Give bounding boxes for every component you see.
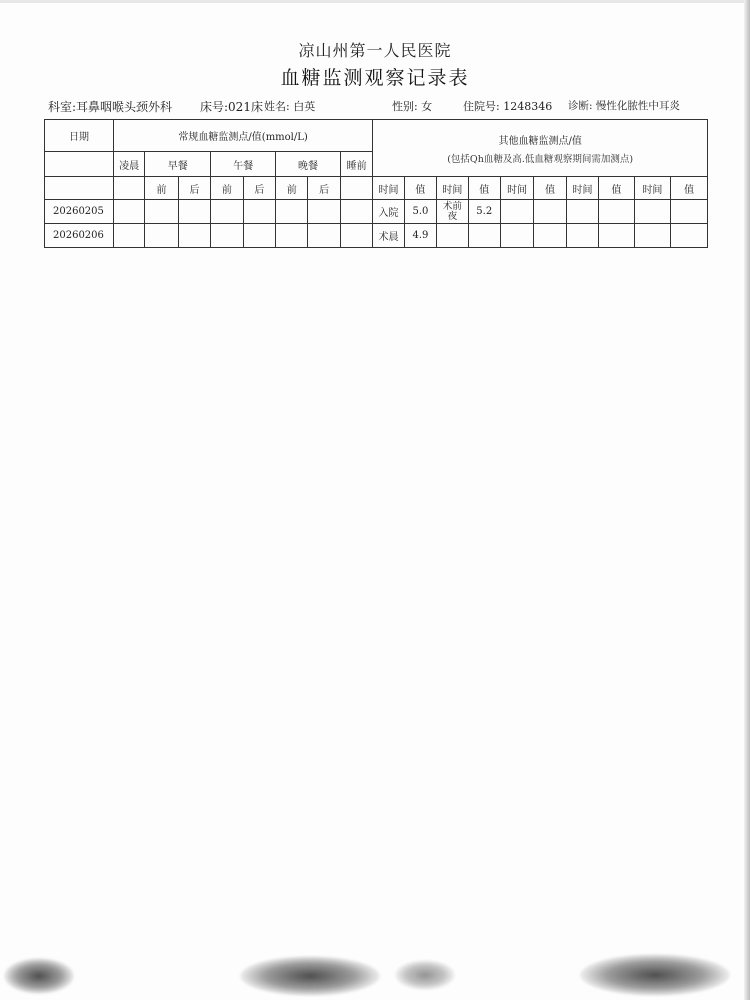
empty-cell xyxy=(599,224,634,248)
empty-cell xyxy=(178,224,210,248)
other-time-header: 时间 xyxy=(437,177,468,200)
empty-cell xyxy=(276,224,308,248)
table-row xyxy=(45,224,708,248)
breakfast-after: 后 xyxy=(178,177,210,200)
scan-smudge xyxy=(240,956,380,996)
sex-field: 性别: 女 xyxy=(392,100,433,113)
other-time-line1: 术前 xyxy=(442,200,462,212)
date-header: 日期 xyxy=(45,120,114,152)
empty-cell xyxy=(145,200,178,224)
empty-cell xyxy=(437,224,468,248)
hospital-name: 凉山州第一人民医院 xyxy=(298,41,452,60)
scan-smudge xyxy=(395,960,455,990)
other-time-header: 时间 xyxy=(500,177,533,200)
other-time-cell: 术晨 xyxy=(373,224,404,248)
slot-dawn: 凌晨 xyxy=(113,152,144,177)
empty-cell xyxy=(113,224,144,248)
other-value-cell: 4.9 xyxy=(404,224,436,248)
regular-glucose-header: 常规血糖监测点/值(mmol/L) xyxy=(113,120,372,152)
blank-cell xyxy=(340,177,372,200)
other-time-header: 时间 xyxy=(373,177,404,200)
empty-cell xyxy=(566,224,598,248)
empty-cell xyxy=(308,224,340,248)
slot-dinner: 晚餐 xyxy=(276,152,341,177)
empty-cell xyxy=(566,200,598,224)
diagnosis-field: 诊断: 慢性化脓性中耳炎 xyxy=(568,100,680,112)
other-time-cell: 入院 xyxy=(373,200,404,224)
blank-cell xyxy=(45,177,114,200)
empty-cell xyxy=(671,200,708,224)
empty-cell xyxy=(276,200,308,224)
empty-cell xyxy=(500,224,533,248)
slot-breakfast: 早餐 xyxy=(145,152,211,177)
other-time-header: 时间 xyxy=(566,177,598,200)
department-field: 科室:耳鼻咽喉头颈外科 xyxy=(48,100,173,114)
form-title: 血糖监测观察记录表 xyxy=(280,67,470,89)
empty-cell xyxy=(500,200,533,224)
dinner-after: 后 xyxy=(308,177,340,200)
row-date: 20260205 xyxy=(45,200,114,224)
other-time-header: 时间 xyxy=(634,177,670,200)
scan-smudge xyxy=(4,958,74,994)
empty-cell xyxy=(211,200,243,224)
empty-cell xyxy=(634,200,670,224)
other-value-header: 值 xyxy=(468,177,500,200)
other-glucose-title: 其他血糖监测点/值 xyxy=(498,135,582,147)
slot-bedtime: 睡前 xyxy=(340,152,372,177)
other-value-header: 值 xyxy=(404,177,436,200)
empty-cell xyxy=(145,224,178,248)
empty-cell xyxy=(671,224,708,248)
empty-cell xyxy=(634,224,670,248)
date-header-blank xyxy=(45,152,114,177)
breakfast-before: 前 xyxy=(145,177,178,200)
empty-cell xyxy=(468,224,500,248)
empty-cell xyxy=(340,224,372,248)
lunch-after: 后 xyxy=(243,177,275,200)
other-glucose-note: (包括Qh血糖及高.低血糖观察期间需加测点) xyxy=(447,153,634,165)
slot-lunch: 午餐 xyxy=(211,152,276,177)
patient-info-row xyxy=(48,98,708,116)
glucose-record-table xyxy=(44,119,708,248)
other-time-line2: 夜 xyxy=(447,210,458,222)
empty-cell xyxy=(534,200,566,224)
other-value-cell: 5.0 xyxy=(404,200,436,224)
other-value-header: 值 xyxy=(671,177,708,200)
other-value-cell: 5.2 xyxy=(468,200,500,224)
empty-cell xyxy=(113,200,144,224)
scan-smudge xyxy=(580,954,730,996)
empty-cell xyxy=(243,200,275,224)
table-row xyxy=(45,200,708,224)
dinner-before: 前 xyxy=(276,177,308,200)
lunch-before: 前 xyxy=(211,177,243,200)
other-value-header: 值 xyxy=(599,177,634,200)
empty-cell xyxy=(243,224,275,248)
patient-name-field: 姓名: 白英 xyxy=(264,100,316,113)
scan-edge-top xyxy=(0,0,750,3)
empty-cell xyxy=(534,224,566,248)
empty-cell xyxy=(599,200,634,224)
empty-cell xyxy=(211,224,243,248)
admission-number-field: 住院号: 1248346 xyxy=(463,100,553,113)
empty-cell xyxy=(178,200,210,224)
empty-cell xyxy=(308,200,340,224)
other-time-cell xyxy=(437,200,468,224)
blank-cell xyxy=(113,177,144,200)
empty-cell xyxy=(340,200,372,224)
other-glucose-header xyxy=(373,120,708,177)
row-date: 20260206 xyxy=(45,224,114,248)
bed-field: 床号:021床 xyxy=(200,100,263,114)
other-value-header: 值 xyxy=(534,177,566,200)
scan-edge-right xyxy=(744,0,750,1000)
